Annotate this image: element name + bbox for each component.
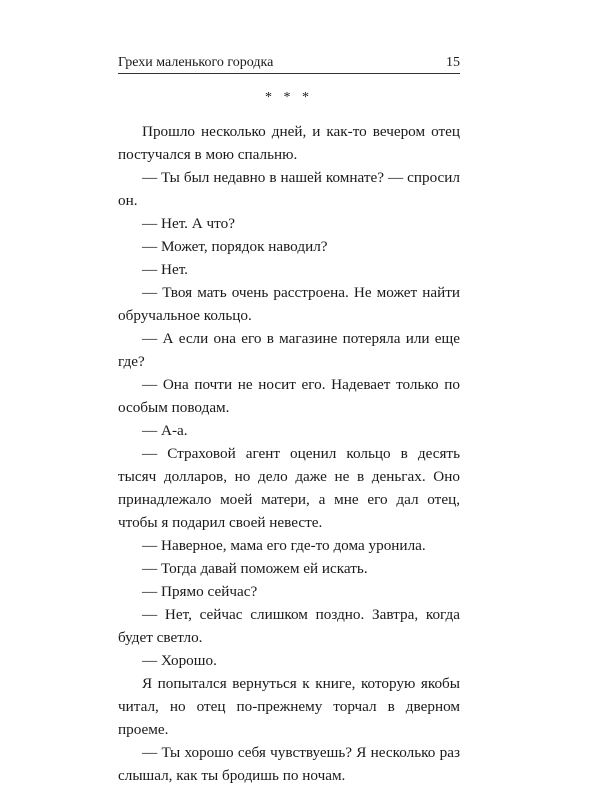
paragraph: — Ты хорошо себя чувствуешь? Я несколько раз слышал, как ты бродишь по ночам. (118, 744, 460, 784)
paragraph: — Ты был недавно в нашей комнате? — спросил он. (118, 169, 460, 209)
paragraph: — Нет. (142, 261, 188, 278)
paragraph: Прошло несколько дней, и как-то вечером отец постучался в мою спальню. (118, 123, 460, 163)
paragraph: — А если она его в магазине потеряла или еще где? (118, 330, 460, 370)
paragraph: — А-а. (142, 422, 188, 439)
paragraph: — Страховой агент оценил кольцо в десять тысяч долларов, но дело даже не в деньгах. Оно принадлежало моей матери, а мне его дал отец, чтобы я подарил своей невесте. (118, 445, 460, 531)
paragraph: — Она почти не носит его. Надевает только по особым поводам. (118, 376, 460, 416)
paragraph: — Твоя мать очень расстроена. Не может найти обручальное кольцо. (118, 284, 460, 324)
book-title: Грехи маленького городка (118, 55, 274, 70)
running-head (118, 48, 460, 72)
header-rule (118, 73, 460, 74)
paragraph: — Нет. А что? (142, 215, 235, 232)
page-number: 15 (446, 55, 460, 70)
paragraph: Я попытался вернуться к книге, которую якобы читал, но отец по-прежнему торчал в дверном проеме. (118, 675, 460, 738)
paragraph: — Наверное, мама его где-то дома уронила. (142, 537, 426, 554)
paragraph: — Нет, сейчас слишком поздно. Завтра, когда будет светло. (118, 606, 460, 646)
paragraph: — Хорошо. (142, 652, 217, 669)
section-separator: * * * (265, 90, 313, 105)
paragraph: — Может, порядок наводил? (142, 238, 328, 255)
body-text (118, 120, 460, 787)
paragraph: — Прямо сейчас? (142, 583, 258, 600)
paragraph: — Тогда давай поможем ей искать. (142, 560, 368, 577)
